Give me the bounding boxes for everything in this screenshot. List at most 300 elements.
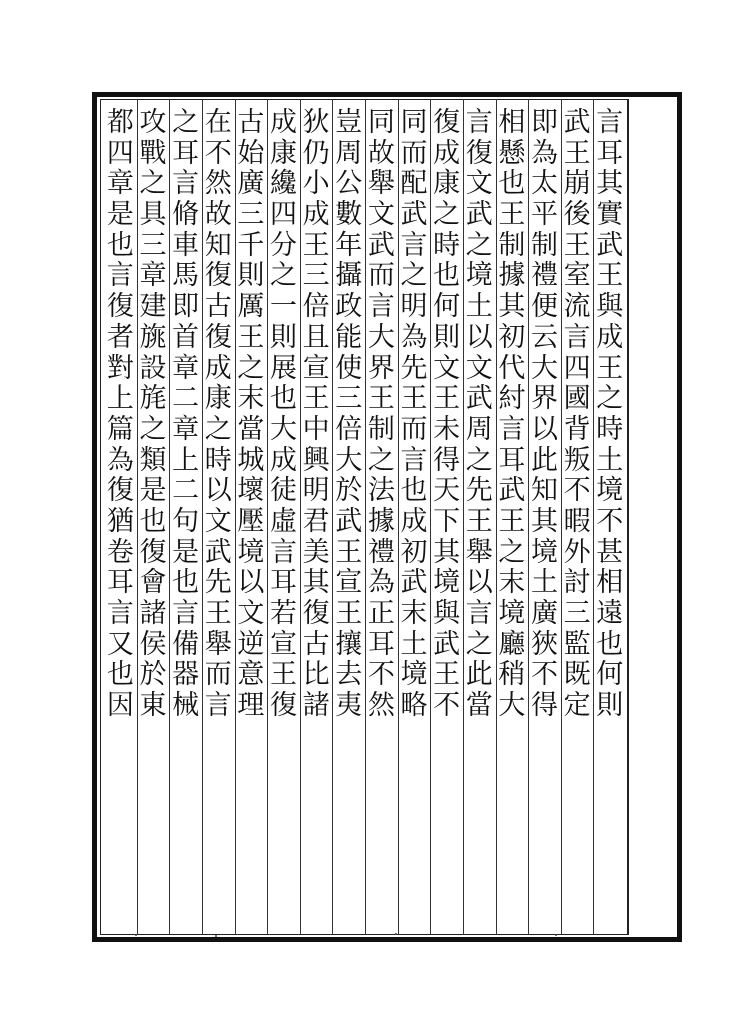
- character: 中: [302, 413, 330, 445]
- character: 君: [302, 505, 330, 537]
- character: 王: [433, 383, 461, 415]
- character: 狹: [530, 628, 558, 660]
- text-column-1: [592, 108, 628, 928]
- character: 崩: [563, 168, 591, 200]
- character: 武: [400, 199, 428, 231]
- character: 耳: [367, 628, 395, 660]
- character: 成: [269, 107, 297, 138]
- character: 武: [204, 536, 232, 568]
- character: 王: [302, 229, 330, 261]
- character: 言: [563, 321, 591, 353]
- character: 對: [106, 352, 134, 384]
- character: 周: [465, 413, 493, 445]
- character: 復: [106, 291, 134, 323]
- character: 武: [498, 475, 526, 507]
- character: 王: [269, 659, 297, 691]
- character: 成: [302, 199, 330, 231]
- character: 王: [335, 536, 363, 568]
- character: 耳: [498, 444, 526, 476]
- character: 章: [172, 352, 200, 384]
- character: 是: [172, 536, 200, 568]
- character: 城: [237, 444, 265, 476]
- character: 旐: [139, 321, 167, 353]
- character: 武: [596, 229, 624, 261]
- character: 同: [367, 107, 395, 138]
- character: 明: [400, 291, 428, 323]
- character: 土: [596, 444, 624, 476]
- character: 界: [367, 352, 395, 384]
- character: 公: [335, 168, 363, 200]
- character: 王: [335, 598, 363, 629]
- text-column-8: [363, 108, 399, 928]
- character: 言: [106, 598, 134, 629]
- character: 備: [172, 628, 200, 660]
- character: 去: [335, 659, 363, 691]
- character: 定: [563, 690, 591, 722]
- character: 以: [465, 321, 493, 353]
- character: 者: [106, 321, 134, 353]
- character: 虛: [269, 505, 297, 537]
- character: 之: [465, 628, 493, 660]
- character: 侯: [139, 628, 167, 660]
- character: 言: [400, 444, 428, 476]
- character: 理: [237, 690, 265, 722]
- character: 故: [367, 137, 395, 169]
- character: 外: [563, 536, 591, 568]
- character: 後: [563, 199, 591, 231]
- character: 復: [106, 475, 134, 507]
- character: 數: [335, 199, 363, 231]
- character: 先: [204, 567, 232, 599]
- character: 也: [400, 475, 428, 507]
- character: 厲: [237, 291, 265, 323]
- character: 馬: [172, 260, 200, 292]
- character: 諸: [302, 690, 330, 722]
- character: 攻: [139, 107, 167, 138]
- character: 東: [139, 690, 167, 722]
- character: 都: [106, 107, 134, 138]
- character: 不: [596, 505, 624, 537]
- character: 古: [302, 628, 330, 660]
- character: 土: [530, 567, 558, 599]
- character: 得: [530, 690, 558, 722]
- character: 不: [563, 475, 591, 507]
- character: 比: [302, 659, 330, 691]
- character: 倍: [302, 291, 330, 323]
- character: 言: [172, 168, 200, 200]
- character: 此: [530, 444, 558, 476]
- character: 章: [106, 168, 134, 200]
- character: 王: [596, 260, 624, 292]
- character: 言: [204, 690, 232, 722]
- book-margin: [628, 99, 682, 935]
- character: 據: [367, 505, 395, 537]
- character: 王: [367, 383, 395, 415]
- character: 復: [204, 321, 232, 353]
- character: 即: [172, 291, 200, 323]
- character: 為: [367, 567, 395, 599]
- character: 攘: [335, 628, 363, 660]
- character: 首: [172, 321, 200, 353]
- character: 也: [269, 383, 297, 415]
- character: 之: [498, 536, 526, 568]
- character: 旄: [139, 383, 167, 415]
- character: 宣: [302, 352, 330, 384]
- character: 末: [498, 567, 526, 599]
- character: 其: [530, 505, 558, 537]
- character: 不: [433, 690, 461, 722]
- character: 復: [139, 536, 167, 568]
- character: 言: [172, 598, 200, 629]
- character: 文: [433, 352, 461, 384]
- character: 然: [204, 168, 232, 200]
- character: 文: [465, 352, 493, 384]
- character: 界: [530, 383, 558, 415]
- character: 王: [302, 383, 330, 415]
- character: 與: [596, 291, 624, 323]
- character: 言: [465, 598, 493, 629]
- character: 也: [596, 628, 624, 660]
- character: 言: [269, 536, 297, 568]
- character: 則: [596, 690, 624, 722]
- character: 據: [498, 260, 526, 292]
- character: 復: [465, 137, 493, 169]
- character: 何: [433, 291, 461, 323]
- character: 舉: [465, 536, 493, 568]
- character: 康: [269, 137, 297, 169]
- character: 未: [433, 413, 461, 445]
- character: 則: [269, 321, 297, 353]
- text-column-6: [429, 108, 465, 928]
- character: 小: [302, 168, 330, 200]
- character: 則: [237, 260, 265, 292]
- text-column-7: [396, 108, 432, 928]
- character: 之: [465, 444, 493, 476]
- character: 武: [465, 383, 493, 415]
- character: 而: [400, 137, 428, 169]
- character: 文: [237, 598, 265, 629]
- character: 言: [367, 291, 395, 323]
- character: 成: [433, 137, 461, 169]
- character: 為: [530, 137, 558, 169]
- character: 以: [204, 475, 232, 507]
- character: 器: [172, 659, 200, 691]
- character: 此: [465, 659, 493, 691]
- character: 室: [563, 260, 591, 292]
- character: 為: [106, 444, 134, 476]
- character: 即: [530, 107, 558, 138]
- character: 千: [237, 229, 265, 261]
- character: 則: [433, 321, 461, 353]
- character: 舉: [367, 168, 395, 200]
- character: 言: [400, 229, 428, 261]
- character: 耳: [172, 137, 200, 169]
- character: 末: [400, 598, 428, 629]
- character: 得: [433, 444, 461, 476]
- character: 王: [204, 598, 232, 629]
- character: 代: [498, 352, 526, 384]
- character: 猶: [106, 505, 134, 537]
- text-column-9: [331, 108, 367, 928]
- character: 武: [465, 199, 493, 231]
- character: 初: [498, 321, 526, 353]
- character: 制: [498, 229, 526, 261]
- character: 武: [400, 567, 428, 599]
- character: 復: [204, 260, 232, 292]
- character: 若: [269, 598, 297, 629]
- character: 車: [172, 229, 200, 261]
- character: 於: [139, 659, 167, 691]
- character: 壓: [237, 505, 265, 537]
- character: 使: [335, 352, 363, 384]
- character: 耳: [106, 567, 134, 599]
- character: 宣: [335, 567, 363, 599]
- character: 四: [269, 199, 297, 231]
- character: 境: [530, 536, 558, 568]
- text-column-13: [200, 108, 236, 928]
- character: 知: [204, 229, 232, 261]
- character: 周: [335, 137, 363, 169]
- character: 遠: [596, 598, 624, 629]
- character: 之: [269, 260, 297, 292]
- character: 逆: [237, 628, 265, 660]
- character: 王: [465, 505, 493, 537]
- character: 與: [433, 598, 461, 629]
- character: 末: [237, 383, 265, 415]
- character: 豈: [335, 107, 363, 138]
- character: 先: [400, 352, 428, 384]
- character: 知: [530, 475, 558, 507]
- character: 其: [433, 536, 461, 568]
- character: 武: [335, 505, 363, 537]
- character: 復: [302, 598, 330, 629]
- character: 攝: [335, 260, 363, 292]
- scan-specks: [96, 930, 626, 940]
- character: 境: [400, 659, 428, 691]
- character: 康: [433, 168, 461, 200]
- character: 其: [498, 291, 526, 323]
- text-column-14: [168, 108, 204, 928]
- character: 國: [563, 383, 591, 415]
- character: 言: [106, 260, 134, 292]
- character: 相: [596, 567, 624, 599]
- character: 境: [237, 536, 265, 568]
- character: 之: [237, 352, 265, 384]
- character: 討: [563, 567, 591, 599]
- character: 大: [530, 352, 558, 384]
- character: 初: [400, 536, 428, 568]
- character: 紂: [498, 383, 526, 415]
- character: 會: [139, 567, 167, 599]
- character: 以: [530, 413, 558, 445]
- character: 年: [335, 229, 363, 261]
- character: 耳: [269, 567, 297, 599]
- character: 也: [433, 260, 461, 292]
- character: 之: [367, 444, 395, 476]
- character: 文: [465, 168, 493, 200]
- character: 古: [237, 107, 265, 138]
- character: 四: [563, 352, 591, 384]
- character: 興: [302, 444, 330, 476]
- character: 境: [596, 475, 624, 507]
- character: 故: [204, 199, 232, 231]
- character: 纔: [269, 168, 297, 200]
- character: 而: [367, 260, 395, 292]
- character: 然: [367, 690, 395, 722]
- character: 不: [204, 137, 232, 169]
- character: 成: [269, 444, 297, 476]
- character: 略: [400, 690, 428, 722]
- text-column-5: [461, 108, 497, 928]
- character: 復: [269, 690, 297, 722]
- character: 之: [204, 413, 232, 445]
- character: 類: [139, 444, 167, 476]
- character: 土: [400, 628, 428, 660]
- character: 大: [269, 413, 297, 445]
- character: 監: [563, 628, 591, 660]
- character: 禮: [530, 260, 558, 292]
- character: 徒: [269, 475, 297, 507]
- text-column-12: [233, 108, 269, 928]
- character: 王: [563, 137, 591, 169]
- character: 三: [302, 260, 330, 292]
- character: 也: [139, 505, 167, 537]
- character: 二: [172, 475, 200, 507]
- character: 不: [530, 659, 558, 691]
- character: 之: [433, 199, 461, 231]
- character: 設: [139, 352, 167, 384]
- character: 展: [269, 352, 297, 384]
- character: 法: [367, 475, 395, 507]
- character: 上: [172, 444, 200, 476]
- character: 便: [530, 291, 558, 323]
- character: 當: [465, 690, 493, 722]
- character: 境: [433, 567, 461, 599]
- character: 以: [237, 567, 265, 599]
- character: 王: [596, 352, 624, 384]
- character: 能: [335, 321, 363, 353]
- character: 武: [367, 229, 395, 261]
- character: 天: [433, 475, 461, 507]
- character: 之: [172, 107, 200, 138]
- character: 仍: [302, 137, 330, 169]
- character: 言: [465, 107, 493, 138]
- character: 廳: [498, 628, 526, 660]
- character: 成: [596, 321, 624, 353]
- character: 戰: [139, 137, 167, 169]
- character: 同: [400, 107, 428, 138]
- character: 又: [106, 628, 134, 660]
- character: 三: [563, 598, 591, 629]
- character: 禮: [367, 536, 395, 568]
- character: 而: [204, 659, 232, 691]
- character: 制: [367, 413, 395, 445]
- character: 廣: [530, 598, 558, 629]
- character: 也: [498, 168, 526, 200]
- character: 也: [106, 659, 134, 691]
- character: 王: [400, 383, 428, 415]
- character: 時: [596, 413, 624, 445]
- character: 四: [106, 137, 134, 169]
- character: 也: [172, 567, 200, 599]
- character: 之: [596, 383, 624, 415]
- character: 武: [563, 107, 591, 138]
- character: 王: [237, 321, 265, 353]
- character: 建: [139, 291, 167, 323]
- character: 具: [139, 199, 167, 231]
- character: 三: [139, 229, 167, 261]
- character: 三: [237, 199, 265, 231]
- character: 分: [269, 229, 297, 261]
- character: 之: [400, 260, 428, 292]
- character: 境: [498, 598, 526, 629]
- character: 言: [596, 107, 624, 138]
- character: 倍: [335, 413, 363, 445]
- character: 時: [204, 444, 232, 476]
- character: 耳: [596, 137, 624, 169]
- character: 言: [498, 413, 526, 445]
- text-column-11: [265, 108, 301, 928]
- character: 配: [400, 168, 428, 200]
- character: 武: [433, 628, 461, 660]
- character: 脩: [172, 199, 200, 231]
- character: 章: [172, 413, 200, 445]
- character: 境: [465, 260, 493, 292]
- character: 古: [204, 291, 232, 323]
- character: 暇: [563, 505, 591, 537]
- character: 為: [400, 321, 428, 353]
- character: 懸: [498, 137, 526, 169]
- character: 始: [237, 137, 265, 169]
- character: 何: [596, 659, 624, 691]
- character: 實: [596, 199, 624, 231]
- character: 二: [172, 383, 200, 415]
- character: 太: [530, 168, 558, 200]
- character: 大: [335, 444, 363, 476]
- character: 政: [335, 291, 363, 323]
- character: 廣: [237, 168, 265, 200]
- character: 土: [465, 291, 493, 323]
- character: 其: [302, 567, 330, 599]
- character: 於: [335, 475, 363, 507]
- text-column-4: [494, 108, 530, 928]
- character: 文: [367, 199, 395, 231]
- character: 其: [596, 168, 624, 200]
- character: 王: [563, 229, 591, 261]
- character: 背: [563, 413, 591, 445]
- text-column-16: [102, 108, 138, 928]
- character: 成: [204, 352, 232, 384]
- text-column-3: [526, 108, 562, 928]
- character: 因: [106, 690, 134, 722]
- character: 成: [400, 505, 428, 537]
- character: 文: [204, 505, 232, 537]
- character: 篇: [106, 413, 134, 445]
- character: 狄: [302, 107, 330, 138]
- character: 在: [204, 107, 232, 138]
- character: 大: [498, 690, 526, 722]
- character: 不: [367, 659, 395, 691]
- character: 是: [139, 475, 167, 507]
- character: 王: [498, 199, 526, 231]
- character: 王: [433, 659, 461, 691]
- character: 正: [367, 598, 395, 629]
- text-column-2: [559, 108, 595, 928]
- character: 舉: [204, 628, 232, 660]
- character: 下: [433, 505, 461, 537]
- character: 甚: [596, 536, 624, 568]
- character: 之: [139, 168, 167, 200]
